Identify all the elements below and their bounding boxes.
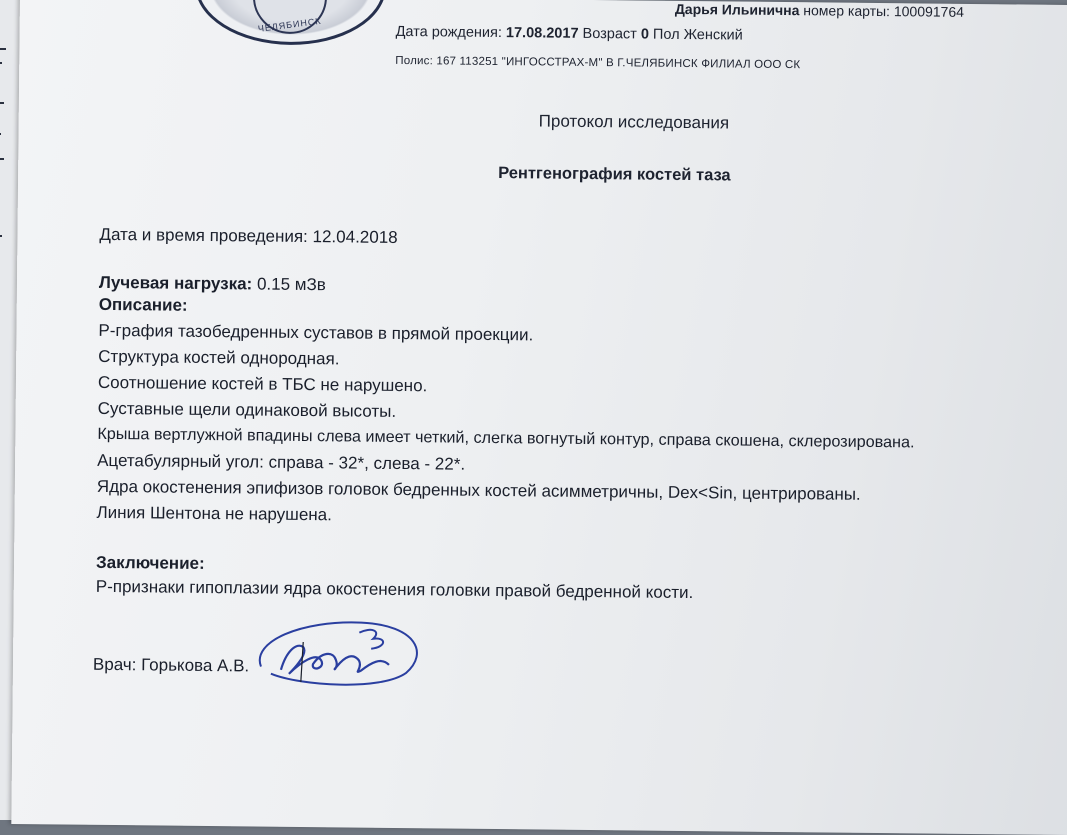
doctor-label: Врач: Горькова А.В. bbox=[92, 654, 250, 676]
description-line: Линия Шентона не нарушена. bbox=[96, 502, 333, 525]
card-label: номер карты: bbox=[803, 2, 891, 20]
patient-name: Дарья Ильинична bbox=[674, 0, 800, 19]
radiation-label: Лучевая нагрузка: bbox=[98, 272, 253, 294]
seal-text: ЧЕЛЯБИНСК bbox=[257, 15, 323, 34]
underlying-text-mark bbox=[0, 62, 2, 64]
underlying-text-mark bbox=[0, 235, 2, 237]
underlying-text-mark bbox=[0, 48, 6, 50]
description-line: Ядра окостенения эпифизов головок бедренных костей асимметричны, Dex<Sin, центрированы. bbox=[96, 476, 861, 504]
description-line: Структура костей однородная. bbox=[98, 346, 340, 369]
birth-label: Дата рождения: bbox=[395, 23, 503, 42]
underlying-text-mark bbox=[0, 133, 1, 135]
sex-value: Женский bbox=[683, 26, 743, 44]
exam-title: Рентгенография костей таза bbox=[498, 164, 731, 185]
card-number: 100091764 bbox=[893, 3, 965, 20]
age-value: 0 bbox=[640, 26, 650, 43]
description-line: Суставные щели одинаковой высоты. bbox=[97, 398, 397, 421]
underlying-text-mark bbox=[0, 158, 4, 160]
description-label: Описание: bbox=[98, 294, 188, 315]
radiation-line bbox=[99, 273, 326, 295]
document-page bbox=[11, 0, 1067, 835]
doctor-signature bbox=[241, 611, 432, 693]
exam-date-label: Дата и время проведения: bbox=[99, 224, 308, 247]
description-line: Ацетабулярный угол: справа - 32*, слева - 22*. bbox=[97, 450, 466, 474]
patient-birth-line bbox=[396, 24, 743, 44]
description-heading bbox=[99, 295, 188, 316]
conclusion-heading bbox=[96, 553, 205, 574]
age-label: Возраст bbox=[582, 25, 637, 43]
clinic-seal bbox=[194, 0, 386, 46]
underlying-text-mark bbox=[0, 102, 4, 104]
exam-date-value: 12.04.2018 bbox=[312, 227, 398, 247]
description-line: Крыша вертлужной впадины слева имеет четкий, слегка вогнутый контур, справа скошена, склерозирована. bbox=[97, 424, 915, 452]
doctor-line bbox=[93, 655, 249, 677]
protocol-title: Протокол исследования bbox=[538, 111, 730, 133]
radiation-value: 0.15 мЗв bbox=[256, 274, 326, 295]
description-line: Р-графия тазобедренных суставов в прямой проекции. bbox=[98, 320, 534, 345]
conclusion-text: Р-признаки гипоплазии ядра окостенения головки правой бедренной кости. bbox=[95, 576, 694, 603]
sex-label: Пол bbox=[652, 26, 680, 43]
conclusion-label: Заключение: bbox=[95, 552, 205, 573]
description-line: Соотношение костей в ТБС не нарушено. bbox=[97, 372, 428, 396]
exam-date-line bbox=[99, 225, 397, 248]
patient-card-line bbox=[675, 1, 964, 20]
birth-date: 17.08.2017 bbox=[505, 25, 579, 42]
insurance-policy: Полис: 167 113251 "ИНГОССТРАХ-М" В Г.ЧЕЛЯБИНСК ФИЛИАЛ ООО СК bbox=[395, 54, 801, 72]
